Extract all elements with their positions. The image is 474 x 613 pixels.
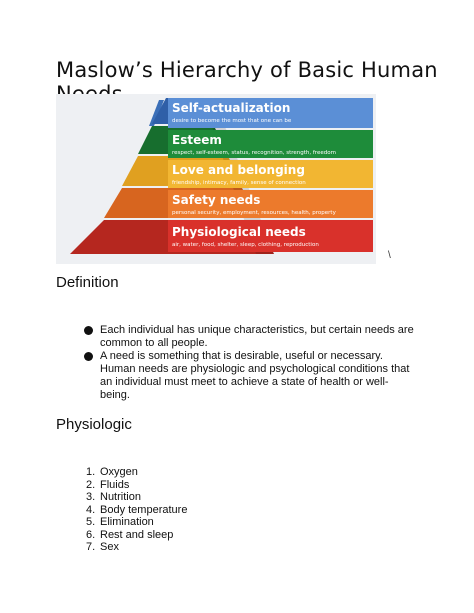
level-name-4: Safety needs xyxy=(172,193,261,207)
physiologic-list xyxy=(86,466,187,554)
level-desc-4: personal security, employment, resources, health, property xyxy=(172,210,336,216)
list-item xyxy=(86,491,187,504)
item-text: Nutrition xyxy=(100,491,141,503)
definition-list xyxy=(86,324,416,402)
list-item xyxy=(86,529,187,542)
level-name-5: Physiological needs xyxy=(172,225,306,239)
list-item xyxy=(86,466,187,479)
item-number: 3. xyxy=(86,491,96,503)
stray-backslash: \ xyxy=(388,250,391,261)
item-text: Body temperature xyxy=(100,503,188,516)
item-text: Rest and sleep xyxy=(100,528,174,541)
level-desc-5: air, water, food, shelter, sleep, clothing, reproduction xyxy=(172,242,319,248)
level-name-3: Love and belonging xyxy=(172,163,305,177)
item-text: Fluids xyxy=(100,478,130,491)
bullet-icon xyxy=(84,326,93,335)
bullet-text: A need is something that is desirable, useful or necessary. Human needs are physiologic and psychological conditions that an individual must meet to achieve a state of health or well-being. xyxy=(100,350,410,401)
item-text: Sex xyxy=(100,541,119,553)
level-name-1: Self-actualization xyxy=(172,101,291,115)
physiologic-heading: Physiologic xyxy=(56,416,132,433)
item-number: 4. xyxy=(86,503,96,516)
item-number: 1. xyxy=(86,466,96,478)
item-number: 2. xyxy=(86,478,96,491)
item-text: Elimination xyxy=(100,516,154,528)
level-name-2: Esteem xyxy=(172,133,222,147)
level-desc-1: desire to become the most that one can be xyxy=(172,118,292,124)
list-item xyxy=(86,504,187,517)
list-item xyxy=(86,324,416,350)
item-number: 5. xyxy=(86,516,96,528)
maslow-pyramid-image xyxy=(56,94,376,264)
item-text: Oxygen xyxy=(100,466,138,478)
level-desc-2: respect, self-esteem, status, recognition, strength, freedom xyxy=(172,150,336,156)
item-number: 7. xyxy=(86,541,96,553)
item-number: 6. xyxy=(86,528,96,541)
document-title: Maslow’s Hierarchy of Basic Human xyxy=(56,58,438,82)
level-desc-3: friendship, intimacy, family, sense of connection xyxy=(172,180,306,186)
bullet-text: Each individual has unique characteristics, but certain needs are common to all people. xyxy=(100,324,414,349)
list-item xyxy=(86,541,187,554)
bullet-icon xyxy=(84,352,93,361)
list-item xyxy=(86,516,187,529)
list-item xyxy=(86,479,187,492)
list-item xyxy=(86,350,416,402)
definition-heading: Definition xyxy=(56,274,119,291)
